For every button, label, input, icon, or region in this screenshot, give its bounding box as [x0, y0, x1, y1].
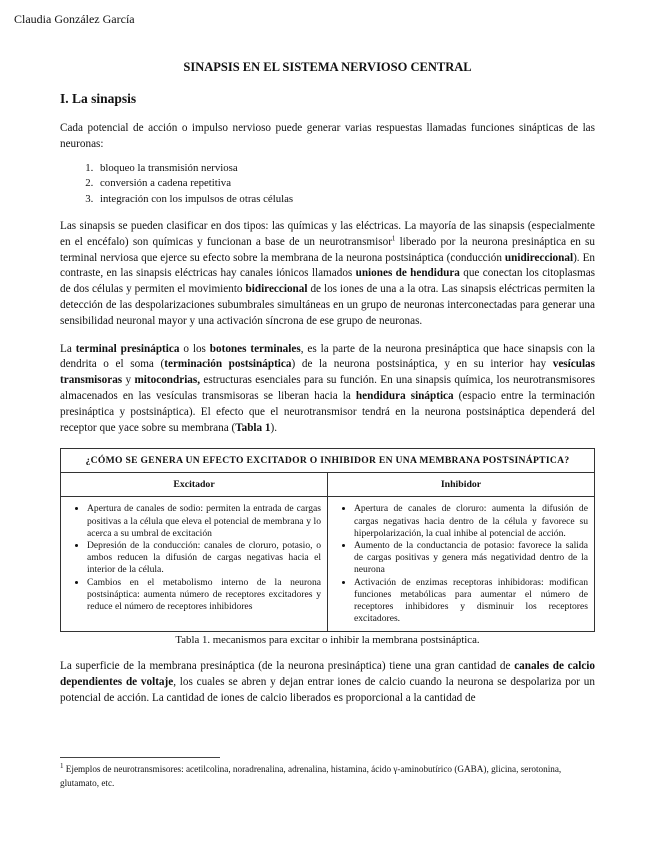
section-heading: I. La sinapsis — [60, 91, 137, 106]
column-header-excitador: Excitador — [61, 473, 328, 497]
footnote-divider — [60, 757, 220, 758]
table-heading: ¿CÓMO SE GENERA UN EFECTO EXCITADOR O INHIBIDOR EN UNA MEMBRANA POSTSINÁPTICA? — [61, 449, 595, 473]
inhibidor-cell — [328, 497, 595, 632]
list-item: 3. integración con los impulsos de otras células — [96, 192, 595, 208]
intro-paragraph: Cada potencial de acción o impulso nervioso puede generar varias respuestas llamadas funciones sinápticas de las neuronas: — [60, 122, 595, 150]
author-name: Claudia González García — [14, 12, 135, 26]
list-item: • Activación de enzimas receptoras inhibidoras: modifican funciones metabólicas para aumentar el número de receptores inhibidores y disminuir los receptores excitadores. — [354, 577, 588, 626]
list-item: 2. conversión a cadena repetitiva — [96, 176, 595, 192]
footnote-number: 1 — [60, 761, 64, 770]
presynaptic-terminal-paragraph: La terminal presináptica o los botones terminales, es la parte de la neurona presináptica que hace sinapsis con la dendrita o el soma (terminación postsináptica) de la neurona postsináptica, y en su interior hay vesículas transmisoras y mitocondrias, estructuras esenciales para su función. En una sinapsis química, los neurotransmisores almacenados en las vesículas transmisoras se liberan hacia la hendidura sináptica (espacio entre la terminación presináptica y postsináptica). El efecto que el neurotransmisor tendrá en la neurona postsináptica dependerá del receptor que yace sobre su membrana (Tabla 1). — [60, 342, 596, 434]
list-item: • Apertura de canales de cloruro: aumenta la difusión de cargas negativas hacia dentro de la célula y favorece su hiperpolarización, la cual inhibe al potencial de acción. — [354, 503, 588, 540]
document-title: SINAPSIS EN EL SISTEMA NERVIOSO CENTRAL — [183, 60, 472, 74]
excitador-cell — [61, 497, 328, 632]
document-body — [60, 60, 595, 707]
list-item: 1. bloqueo la transmisión nerviosa — [96, 161, 595, 177]
footnote-ref[interactable]: 1 — [391, 234, 396, 243]
mechanisms-table — [60, 448, 595, 632]
list-item: • Cambios en el metabolismo interno de la neurona postsináptica: aumenta número de receptores excitadores y reduce el número de receptores inhibidores — [87, 577, 321, 614]
synapse-types-paragraph: Las sinapsis se pueden clasificar en dos tipos: las químicas y las eléctricas. La mayoría de las sinapsis (especialmente en el encéfalo) son químicas y funcionan a base de un neurotransmisor$^1$ liberado por la neurona presináptica en su terminal nerviosa que ejerce su efecto sobre la membrana de la neurona postsináptica (conducción unidireccional). En contraste, en las sinapsis eléctricas hay canales iónicos llamados uniones de hendidura que conectan los citoplasmas de dos células y permiten el movimiento bidireccional de los iones de una a la otra. Las sinapsis eléctricas permiten la detección de las despolarizaciones subumbrales simultáneas en un grupo de neuronas interconectadas para generar una sensibilidad neuronal mayor y una activación síncrona de ese grupo de neuronas. — [60, 220, 596, 327]
calcium-channels-paragraph: La superficie de la membrana presináptica (de la neurona presináptica) tiene una gran cantidad de canales de calcio dependientes de voltaje, los cuales se abren y dejan entrar iones de calcio cuando la neurona se despolariza por un potencial de acción. La cantidad de iones de calcio liberados es proporcional a la cantidad de — [60, 660, 595, 705]
footnote: $^1$ Ejemplos de neurotransmisores: acetilcolina, noradrenalina, adrenalina, histamina, ácido γ-aminobutírico (GABA), glicina, serotonina, glutamato, etc. — [60, 761, 562, 788]
list-item: • Depresión de la conducción: canales de cloruro, potasio, o ambos reducen la difusión de cargas negativas hacia el interior de la célula. — [87, 540, 321, 577]
list-item: • Aumento de la conductancia de potasio: favorece la salida de cargas positivas y genera más negatividad dentro de la neurona — [354, 540, 588, 577]
table-caption: Tabla 1. mecanismos para excitar o inhibir la membrana postsináptica. — [175, 634, 480, 647]
column-header-inhibidor: Inhibidor — [328, 473, 595, 497]
synaptic-functions-list — [60, 161, 595, 208]
list-item: • Apertura de canales de sodio: permiten la entrada de cargas positivas a la célula que eleva el potencial de membrana y lo acerca a su umbral de excitación — [87, 503, 321, 540]
